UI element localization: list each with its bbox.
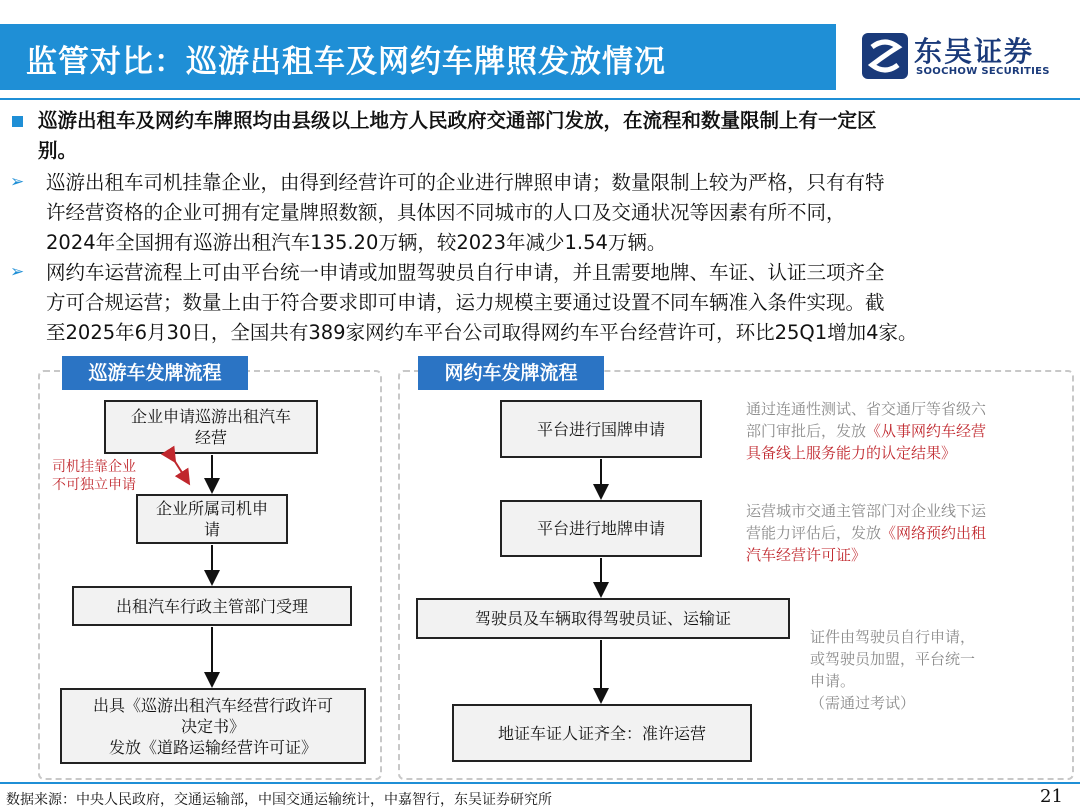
ride-note-3-l2: 或驾驶员加盟，平台统一	[810, 650, 976, 668]
main-point-line1: 巡游出租车及网约车牌照均由县级以上地方人民政府交通部门发放，在流程和数量限制上有一定区	[38, 109, 877, 132]
ride-note-2-l2a: 营能力评估后，发放	[746, 524, 882, 542]
sub-point-1-line2: 许经营资格的企业可拥有定量牌照数额，具体因不同城市的人口及交通状况等因素有所不同，	[46, 201, 846, 224]
ride-note-1-l2b: 《从事网约车经营	[866, 422, 987, 440]
data-source: 数据来源：中央人民政府，交通运输部，中国交通运输统计，中嘉智行，东吴证券研究所	[6, 792, 552, 808]
sub-point-1-line1: 巡游出租车司机挂靠企业，由得到经营许可的企业进行牌照申请；数量限制上较为严格，只有有特	[46, 171, 885, 194]
ride-step-approved	[452, 704, 752, 762]
ride-note-2-l1: 运营城市交通主管部门对企业线下运	[746, 502, 987, 520]
ride-note-1-l2a: 部门审批后，发放	[746, 422, 867, 440]
ride-note-2-l2	[746, 522, 986, 544]
ride-note-3	[810, 626, 975, 714]
logo-name: 东吴证券	[914, 35, 1035, 68]
ride-note-1-l2	[746, 420, 986, 442]
ride-flow-tab: 网约车发牌流程	[418, 356, 604, 390]
ride-note-3-l3: 申请。	[810, 672, 856, 690]
ride-step-local-plate-label: 平台进行地牌申请	[536, 519, 665, 538]
ride-step-national-plate-label: 平台进行国牌申请	[536, 419, 665, 439]
taxi-step-driver-apply-l2: 请	[203, 520, 220, 539]
taxi-step-enterprise-apply-l1: 企业申请巡游出租汽车	[130, 407, 291, 426]
arrow-bullet-icon: ➢	[10, 262, 25, 282]
ride-note-1-l3: 具备线上服务能力的认定结果》	[746, 444, 957, 462]
taxi-step-driver-apply-l1: 企业所属司机申	[155, 499, 268, 518]
ride-step-driver-vehicle-cert-label: 驾驶员及车辆取得驾驶员证、运输证	[474, 609, 731, 628]
taxi-step-issue-license-l1: 出具《巡游出租汽车经营行政许可	[92, 695, 333, 715]
footer-divider	[0, 782, 1080, 784]
taxi-step-issue-license-l2: 决定书》	[180, 716, 245, 736]
main-point-line2: 别。	[38, 139, 78, 162]
sub-point-2-line1: 网约车运营流程上可由平台统一申请或加盟驾驶员自行申请，并且需要地牌、车证、认证三项齐全	[46, 261, 885, 284]
ride-step-local-plate	[500, 500, 702, 557]
sub-point-2-line2: 方可合规运营；数量上由于符合要求即可申请，运力规模主要通过设置不同车辆准入条件实现。截	[46, 291, 885, 314]
sub-point-1-line3: 2024年全国拥有巡游出租汽车135.20万辆，较2023年减少1.54万辆。	[46, 231, 667, 254]
taxi-red-double-arrow	[174, 460, 188, 482]
ride-note-1-l1: 通过连通性测试、省交通厅等省级六	[746, 400, 987, 418]
arrow-bullet-icon: ➢	[10, 172, 25, 192]
taxi-step-authority-accept-label: 出租汽车行政主管部门受理	[115, 596, 308, 616]
ride-note-3-l4: （需通过考试）	[810, 694, 916, 712]
ride-step-approved-label: 地证车证人证齐全：准许运营	[497, 723, 706, 743]
taxi-side-note-l2: 不可独立申请	[52, 477, 136, 493]
ride-note-2	[746, 500, 986, 566]
logo-subtitle: SOOCHOW SECURITIES	[916, 66, 1050, 77]
taxi-flow-tab: 巡游车发牌流程	[62, 356, 248, 390]
ride-note-2-l3: 汽车经营许可证》	[746, 546, 867, 564]
ride-step-national-plate	[500, 400, 702, 458]
page-title: 监管对比：巡游出租车及网约车牌照发放情况	[26, 44, 666, 80]
ride-note-2-l2b: 《网络预约出租	[881, 524, 987, 542]
ride-note-1	[746, 398, 986, 464]
ride-note-3-l1: 证件由驾驶员自行申请，	[810, 628, 976, 646]
ride-step-driver-vehicle-cert	[416, 598, 790, 639]
sub-point-2-line3: 至2025年6月30日，全国共有389家网约车平台公司取得网约车平台经营许可，环比25Q1增加4家。	[46, 321, 918, 344]
taxi-side-note-l1: 司机挂靠企业	[52, 459, 136, 475]
page-number: 21	[1040, 786, 1063, 807]
taxi-step-issue-license-l3: 发放《道路运输经营许可证》	[108, 737, 317, 757]
taxi-step-enterprise-apply-l2: 经营	[194, 428, 227, 447]
